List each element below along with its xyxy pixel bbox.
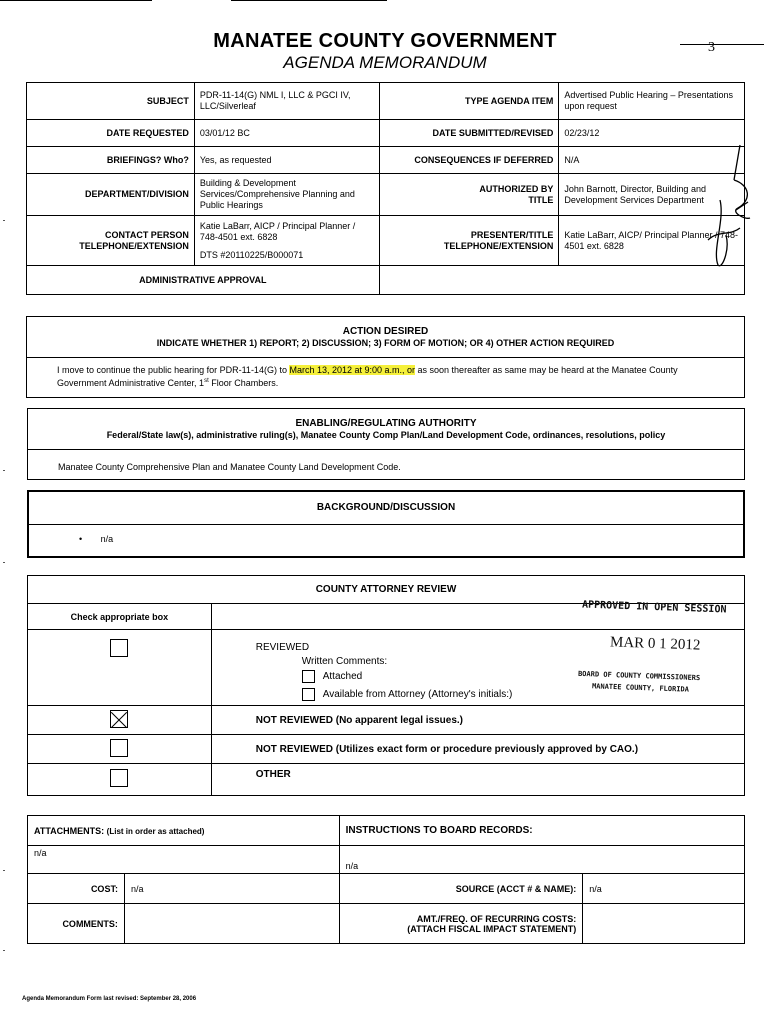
signature-mark xyxy=(690,140,760,275)
source-value: n/a xyxy=(583,874,745,904)
other-check-cell xyxy=(28,764,212,796)
reviewed-check-cell xyxy=(28,630,212,706)
page-number: 3 xyxy=(708,40,715,55)
cost-value: n/a xyxy=(124,874,339,904)
instructions-label: INSTRUCTIONS TO BOARD RECORDS: xyxy=(339,816,744,846)
written-comments-label: Written Comments: xyxy=(301,656,388,667)
type-agenda-item-label: TYPE AGENDA ITEM xyxy=(379,83,559,120)
attached-label: Attached xyxy=(322,671,363,682)
scan-speck xyxy=(3,470,5,471)
amt-freq-value xyxy=(583,904,745,944)
action-desired-section xyxy=(26,316,745,398)
background-section xyxy=(27,490,745,558)
briefings-label: BRIEFINGS? Who? xyxy=(27,147,195,174)
top-rule-left xyxy=(0,0,152,1)
action-motion-text xyxy=(57,365,724,389)
authority-divider xyxy=(28,449,744,450)
date-submitted-label: DATE SUBMITTED/REVISED xyxy=(379,120,559,147)
consequences-label: CONSEQUENCES IF DEFERRED xyxy=(379,147,559,174)
presenter-label-line1: PRESENTER/TITLE xyxy=(470,229,554,240)
consequences-value: N/A xyxy=(559,147,745,174)
available-checkbox[interactable] xyxy=(302,688,315,701)
scan-speck xyxy=(3,220,5,221)
comments-value xyxy=(124,904,339,944)
presenter-label xyxy=(379,216,559,266)
presenter-value: Katie LaBarr, AICP/ Principal Planner / 748-4501 ext. 6828 xyxy=(559,216,745,266)
subject-value: PDR-11-14(G) NML I, LLC & PGCI IV, LLC/Silverleaf xyxy=(194,83,379,120)
authority-text: Manatee County Comprehensive Plan and Manatee County Land Development Code. xyxy=(58,462,401,472)
authorized-by-label xyxy=(379,174,559,216)
subject-label: SUBJECT xyxy=(27,83,195,120)
attorney-heading: COUNTY ATTORNEY REVIEW xyxy=(28,576,745,604)
not-reviewed-2-checkbox[interactable] xyxy=(110,739,128,757)
authorized-by-label-line1: AUTHORIZED BY xyxy=(479,183,554,194)
cost-label: COST: xyxy=(28,874,125,904)
approved-stamp-date: MAR 0 1 2012 xyxy=(609,634,701,654)
authority-heading: ENABLING/REGULATING AUTHORITY xyxy=(295,418,477,429)
contact-person-label xyxy=(27,216,195,266)
motion-text-before: I move to continue the public hearing for PDR-11-14(G) to xyxy=(57,365,290,375)
attached-checkbox[interactable] xyxy=(302,670,315,683)
authorized-by-label-line2: TITLE xyxy=(528,194,554,205)
bullet-icon: • xyxy=(79,534,83,544)
presenter-label-line2: TELEPHONE/EXTENSION xyxy=(443,240,554,251)
background-bullet-text: n/a xyxy=(100,534,114,544)
attachments-header xyxy=(28,816,340,846)
background-divider xyxy=(29,524,743,525)
reviewed-label: REVIEWED xyxy=(255,642,310,653)
top-rule-right xyxy=(231,0,387,1)
date-requested-label: DATE REQUESTED xyxy=(27,120,195,147)
page-title: MANATEE COUNTY GOVERNMENT xyxy=(213,30,557,52)
contact-value-line2: DTS #20110225/B000071 xyxy=(199,249,304,260)
comments-label: COMMENTS: xyxy=(28,904,125,944)
available-label: Available from Attorney (Attorney's initials:) xyxy=(322,689,513,700)
instructions-value: n/a xyxy=(339,846,744,874)
contact-person-value xyxy=(194,216,379,266)
attachments-table xyxy=(27,815,745,944)
date-submitted-value: 02/23/12 xyxy=(559,120,745,147)
enabling-authority-section xyxy=(27,408,745,480)
not-reviewed-2-label: NOT REVIEWED (Utilizes exact form or procedure previously approved by CAO.) xyxy=(211,735,744,764)
motion-text-after: as soon thereafter as same may be heard at the Manatee County Government Administrative Center, 1 xyxy=(57,365,678,388)
action-desired-heading: ACTION DESIRED xyxy=(342,326,429,337)
info-table xyxy=(26,82,745,295)
not-reviewed-1-label: NOT REVIEWED (No apparent legal issues.) xyxy=(211,706,744,735)
not-reviewed-1-check-cell xyxy=(28,706,212,735)
amt-freq-line1: AMT./FREQ. OF RECURRING COSTS: xyxy=(416,913,577,924)
motion-text-end: Floor Chambers. xyxy=(208,378,279,388)
amt-freq-label xyxy=(339,904,583,944)
attachments-value: n/a xyxy=(28,846,340,874)
attachments-label: ATTACHMENTS: xyxy=(34,825,105,836)
not-reviewed-2-check-cell xyxy=(28,735,212,764)
other-label: OTHER xyxy=(211,764,744,796)
administrative-approval-label: ADMINISTRATIVE APPROVAL xyxy=(27,266,380,295)
scan-speck xyxy=(3,562,5,563)
motion-date-highlight: March 13, 2012 at 9:00 a.m., or xyxy=(289,365,416,375)
approved-stamp-line2: BOARD OF COUNTY COMMISSIONERS xyxy=(577,669,701,683)
approved-stamp-line3: MANATEE COUNTY, FLORIDA xyxy=(591,682,690,694)
department-label: DEPARTMENT/DIVISION xyxy=(27,174,195,216)
type-agenda-item-value: Advertised Public Hearing – Presentations upon request xyxy=(559,83,745,120)
scan-speck xyxy=(3,870,5,871)
approved-stamp-line1: APPROVED IN OPEN SESSION xyxy=(581,599,727,616)
date-requested-value: 03/01/12 BC xyxy=(194,120,379,147)
action-desired-subheading: INDICATE WHETHER 1) REPORT; 2) DISCUSSION; 3) FORM OF MOTION; OR 4) OTHER ACTION REQUIRED xyxy=(156,338,615,348)
department-value: Building & Development Services/Comprehensive Planning and Public Hearings xyxy=(194,174,379,216)
background-bullet-item xyxy=(79,534,113,545)
form-footer: Agenda Memorandum Form last revised: September 28, 2006 xyxy=(22,996,197,1002)
other-checkbox[interactable] xyxy=(110,769,128,787)
amt-freq-line2: (ATTACH FISCAL IMPACT STATEMENT) xyxy=(407,923,577,934)
not-reviewed-1-checkbox[interactable] xyxy=(110,710,128,728)
scan-speck xyxy=(3,950,5,951)
source-label: SOURCE (ACCT # & NAME): xyxy=(339,874,583,904)
authorized-by-value: John Barnott, Director, Building and Development Services Department xyxy=(559,174,745,216)
contact-value-line1: Katie LaBarr, AICP / Principal Planner / 748-4501 ext. 6828 xyxy=(199,220,356,242)
reviewed-checkbox[interactable] xyxy=(110,639,128,657)
authority-subheading: Federal/State law(s), administrative ruling(s), Manatee County Comp Plan/Land Development Code, ordinances, resolutions, policy xyxy=(106,430,666,440)
action-divider xyxy=(27,357,744,358)
contact-label-line1: CONTACT PERSON xyxy=(104,229,189,240)
motion-superscript: st xyxy=(204,378,209,384)
page-subtitle: AGENDA MEMORANDUM xyxy=(283,53,487,72)
briefings-value: Yes, as requested xyxy=(194,147,379,174)
attachments-note: (List in order as attached) xyxy=(106,826,205,836)
contact-label-line2: TELEPHONE/EXTENSION xyxy=(79,240,189,251)
check-box-label: Check appropriate box xyxy=(28,604,212,630)
background-heading: BACKGROUND/DISCUSSION xyxy=(316,502,456,513)
